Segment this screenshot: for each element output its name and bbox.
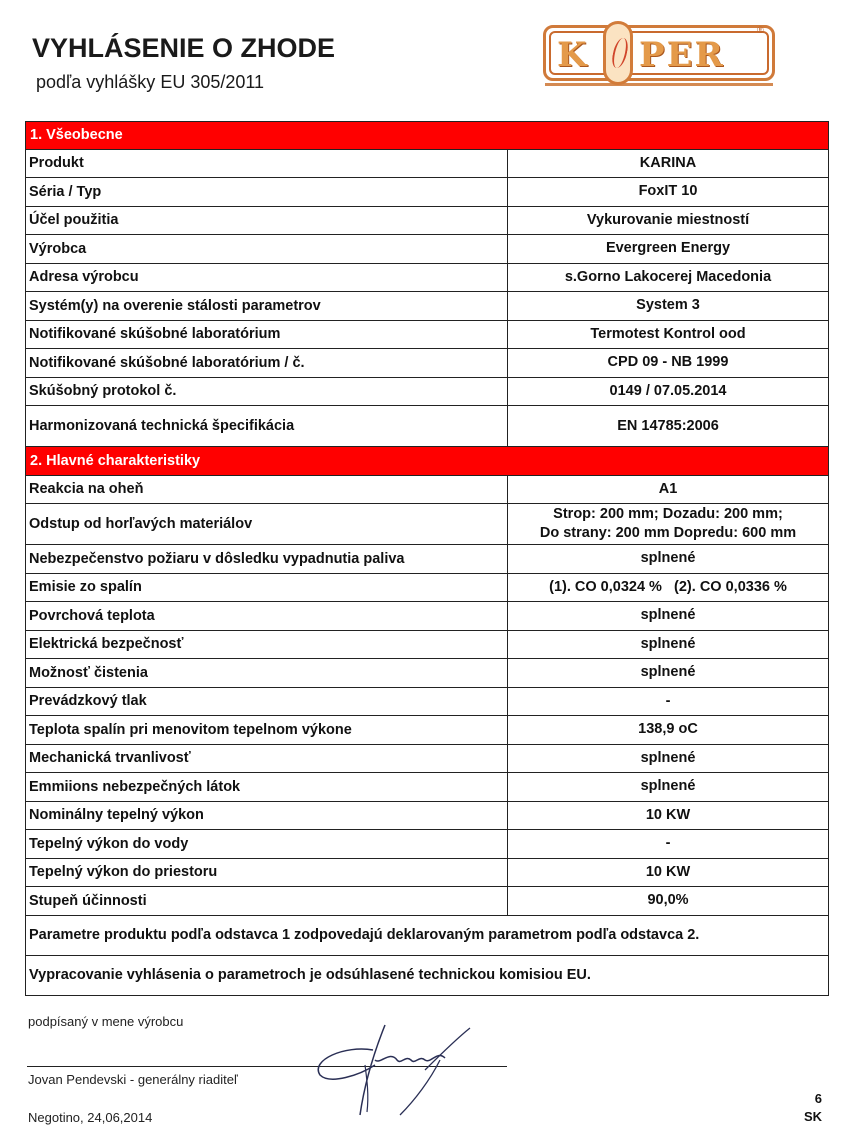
- row-value: splnené: [640, 664, 696, 681]
- page-number-value: 6: [814, 1091, 822, 1106]
- row-value: s.Gorno Lakocerej Macedonia: [564, 268, 772, 285]
- section-header-general: [26, 121, 828, 150]
- table-row: [26, 150, 828, 179]
- table-row: [26, 716, 828, 745]
- row-value-line-1: Strop: 200 mm; Dozadu: 200 mm;: [553, 506, 783, 522]
- note-row: [26, 956, 828, 996]
- table-row: [26, 887, 828, 916]
- table-row: [26, 859, 828, 888]
- declaration-table: [25, 121, 829, 996]
- row-value: 10 KW: [645, 806, 691, 823]
- row-value: 90,0%: [647, 892, 689, 909]
- row-label: Skúšobný protokol č.: [26, 378, 508, 406]
- logo-underline: [545, 83, 773, 86]
- row-label: Teplota spalín pri menovitom tepelnom výkone: [26, 716, 508, 744]
- row-value: [508, 504, 828, 544]
- row-label: Harmonizovaná technická špecifikácia: [26, 406, 508, 446]
- row-value: CPD 09 - NB 1999: [607, 354, 729, 371]
- signature-icon: [305, 1020, 475, 1120]
- document-title: VYHLÁSENIE O ZHODE: [32, 33, 336, 63]
- row-label: Notifikované skúšobné laboratórium: [26, 321, 508, 349]
- logo-flame-icon: [603, 21, 633, 85]
- row-label: Mechanická trvanlivosť: [26, 745, 508, 773]
- table-row: [26, 504, 828, 545]
- row-label: Výrobca: [26, 235, 508, 263]
- table-row: [26, 545, 828, 574]
- row-label: Povrchová teplota: [26, 602, 508, 630]
- table-row: [26, 235, 828, 264]
- signatory-name: Jovan Pendevski - generálny riaditeľ: [28, 1072, 238, 1087]
- row-value: 138,9 oC: [638, 721, 698, 738]
- row-value: splnené: [640, 607, 696, 624]
- table-row: [26, 773, 828, 802]
- row-label: Notifikované skúšobné laboratórium / č.: [26, 349, 508, 377]
- page-number: [790, 1090, 822, 1126]
- table-row: [26, 476, 828, 505]
- row-label: Tepelný výkon do priestoru: [26, 859, 508, 887]
- table-row: [26, 688, 828, 717]
- row-value: splnené: [640, 778, 696, 795]
- row-value: splnené: [640, 749, 696, 766]
- table-row: [26, 178, 828, 207]
- row-label: Možnosť čistenia: [26, 659, 508, 687]
- row-value: 10 KW: [645, 863, 691, 880]
- row-label: Nebezpečenstvo požiaru v dôsledku vypadnutia paliva: [26, 545, 508, 573]
- row-value: splnené: [640, 550, 696, 567]
- table-row: [26, 830, 828, 859]
- place-date: Negotino, 24,06,2014: [28, 1110, 153, 1125]
- note-text: Vypracovanie vyhlásenia o parametroch je odsúhlasené technickou komisiou EU.: [29, 967, 591, 983]
- row-label: Systém(y) na overenie stálosti parametrov: [26, 292, 508, 320]
- note-text: Parametre produktu podľa odstavca 1 zodpovedajú deklarovaným parametrom podľa odstavca 2.: [29, 927, 700, 943]
- table-row: [26, 292, 828, 321]
- section-header-main-characteristics: [26, 447, 828, 476]
- language-code: SK: [803, 1109, 822, 1124]
- section-heading: 2. Hlavné charakteristiky: [30, 452, 201, 469]
- row-value: 0149 / 07.05.2014: [609, 382, 727, 399]
- row-label: Emmiions nebezpečných látok: [26, 773, 508, 801]
- registered-mark: ®: [757, 25, 764, 35]
- logo-letters-per: PER: [639, 35, 725, 75]
- row-label: Účel použitia: [26, 207, 508, 235]
- row-value: KARINA: [639, 154, 697, 171]
- row-value: -: [665, 835, 671, 852]
- table-row: [26, 802, 828, 831]
- row-label: Nominálny tepelný výkon: [26, 802, 508, 830]
- row-label: Reakcia na oheň: [26, 476, 508, 504]
- row-label: Produkt: [26, 150, 508, 178]
- row-value: Vykurovanie miestností: [586, 211, 750, 228]
- row-value-line-2: Do strany: 200 mm Dopredu: 600 mm: [539, 525, 797, 541]
- row-label: Tepelný výkon do vody: [26, 830, 508, 858]
- signed-on-behalf-label: podpísaný v mene výrobcu: [28, 1014, 184, 1029]
- table-row: [26, 207, 828, 236]
- table-row: [26, 321, 828, 350]
- logo-letter-k: K: [557, 35, 589, 75]
- row-label: Adresa výrobcu: [26, 264, 508, 292]
- table-row: [26, 745, 828, 774]
- row-label: Stupeň účinnosti: [26, 887, 508, 915]
- table-row: [26, 574, 828, 603]
- document-subtitle: podľa vyhlášky EU 305/2011: [36, 72, 265, 92]
- row-value: FoxIT 10: [638, 183, 698, 200]
- note-row: [26, 916, 828, 956]
- table-row: [26, 631, 828, 660]
- row-label: Elektrická bezpečnosť: [26, 631, 508, 659]
- row-value: Evergreen Energy: [605, 240, 731, 257]
- row-value: System 3: [636, 297, 700, 314]
- row-value: A1: [658, 480, 678, 497]
- row-label: Prevádzkový tlak: [26, 688, 508, 716]
- section-heading: 1. Všeobecne: [30, 127, 123, 144]
- row-value: -: [665, 692, 671, 709]
- table-row: [26, 659, 828, 688]
- table-row: [26, 264, 828, 293]
- row-label: Séria / Typ: [26, 178, 508, 206]
- row-value: EN 14785:2006: [617, 417, 719, 434]
- table-row: [26, 602, 828, 631]
- row-label: Emisie zo spalín: [26, 574, 508, 602]
- table-row: [26, 349, 828, 378]
- row-label: Odstup od horľavých materiálov: [26, 504, 508, 544]
- table-row: [26, 378, 828, 407]
- row-value: splnené: [640, 635, 696, 652]
- row-value: (1). CO 0,0324 % (2). CO 0,0336 %: [549, 578, 787, 595]
- table-row: [26, 406, 828, 447]
- koper-logo: [543, 21, 779, 87]
- row-value: Termotest Kontrol ood: [590, 325, 746, 342]
